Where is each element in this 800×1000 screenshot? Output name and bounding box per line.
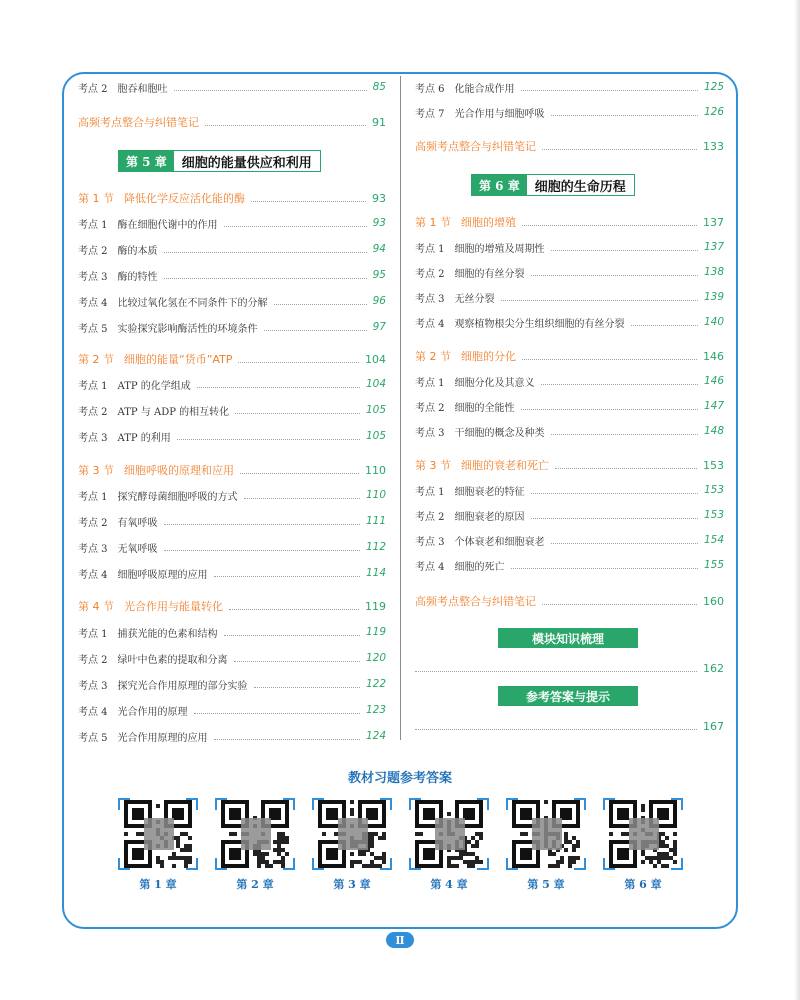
page-number: 105 [365,404,386,416]
entry-title: 细胞的死亡 [454,561,505,573]
entry-title: 实验探究影响酶活性的环境条件 [117,323,258,335]
section-title: 光合作用与能量转化 [124,600,223,613]
toc-entry[interactable] [78,77,386,97]
section-entry[interactable] [415,346,724,366]
section-number: 第 3 节 [78,464,114,477]
page-number: 148 [703,425,724,437]
toc-entry[interactable] [415,287,724,307]
kaodian-label: 考点 3 [78,543,108,555]
dot-leader [522,225,697,226]
dot-leader [522,359,697,360]
dot-leader [164,252,367,253]
entry-title: 细胞分化及其意义 [454,377,535,389]
qr-label: 第 2 章 [236,878,274,891]
kaodian-label: 考点 7 [415,108,445,120]
kaodian-label: 考点 2 [78,83,108,95]
section-number: 第 4 节 [78,600,114,613]
kaodian-label: 考点 1 [78,380,108,392]
entry-title: 高频考点整合与纠错笔记 [415,140,536,153]
entry-title: ATP 的利用 [117,432,171,444]
kaodian-label: 考点 3 [415,536,445,548]
dot-leader [244,498,360,499]
kaodian-label: 考点 2 [78,517,108,529]
entry-title: 细胞的增殖及周期性 [454,243,545,255]
page-number: 137 [703,215,724,229]
dot-leader [251,201,366,202]
page-number: 110 [365,489,386,501]
toc-entry[interactable] [78,374,386,394]
page-number: 105 [365,430,386,442]
page-number: 104 [365,378,386,390]
entry-title: 细胞衰老的特征 [454,486,525,498]
entry-title: 比较过氧化氢在不同条件下的分解 [117,297,268,309]
dot-leader [531,275,698,276]
dot-leader [531,518,698,519]
kaodian-label: 考点 4 [78,297,108,309]
toc-entry[interactable] [78,726,386,746]
entry-title: ATP 的化学组成 [117,380,191,392]
dot-leader [531,493,698,494]
qr-label: 第 5 章 [527,878,565,891]
dot-leader [542,149,697,150]
dot-leader [240,473,359,474]
page-number: 162 [703,661,724,675]
chapter-number: 第 6 章 [472,175,527,195]
dot-leader [415,671,697,672]
page-number: 111 [365,515,386,527]
entry-title: 观察植物根尖分生组织细胞的有丝分裂 [454,318,625,330]
dot-leader [511,568,698,569]
notes-entry[interactable] [415,136,724,156]
entry-title: 干细胞的概念及种类 [454,427,545,439]
toc-entry[interactable] [78,537,386,557]
kaodian-label: 考点 4 [415,561,445,573]
dot-leader [174,90,367,91]
toc-entry[interactable] [78,511,386,531]
dot-leader [234,661,360,662]
page-number: 112 [365,541,386,553]
answers-banner[interactable]: 参考答案与提示 [498,686,638,706]
dot-leader [501,300,698,301]
dot-leader [177,439,360,440]
entry-title: 酶在细胞代谢中的作用 [117,219,218,231]
toc-entry[interactable] [78,700,386,720]
notes-entry[interactable] [78,112,386,132]
page-number: 140 [703,316,724,328]
page-number: 119 [365,626,386,638]
section-title: 细胞的分化 [461,350,516,363]
toc-entry[interactable] [78,563,386,583]
dot-leader [164,278,367,279]
dot-leader [194,713,360,714]
kaodian-label: 考点 2 [415,268,445,280]
qr-code-chapter-1[interactable] [118,798,198,892]
dot-leader [164,524,360,525]
dot-leader [521,409,698,410]
page-number: 119 [365,599,386,613]
toc-entry[interactable] [415,421,724,441]
page-number: 126 [703,106,724,118]
page-number: 138 [703,266,724,278]
kaodian-label: 考点 6 [415,83,445,95]
dot-leader [551,434,698,435]
section-entry[interactable] [78,460,386,480]
dot-leader [631,325,698,326]
entry-title: 无丝分裂 [454,293,495,305]
entry-title: 光合作用原理的应用 [117,732,208,744]
dot-leader [415,729,697,730]
module-summary-entry[interactable] [415,658,724,678]
entry-title: 无氧呼吸 [117,543,158,555]
answers-entry[interactable] [415,716,724,736]
kaodian-label: 考点 1 [415,486,445,498]
section-title: 细胞的衰老和死亡 [461,459,549,472]
kaodian-label: 考点 2 [415,511,445,523]
entry-title: 细胞的全能性 [454,402,515,414]
toc-entry[interactable] [78,485,386,505]
dot-leader [214,739,360,740]
kaodian-label: 考点 3 [415,427,445,439]
chapter-6-heading[interactable] [471,174,635,196]
page-number: 94 [372,243,386,255]
kaodian-label: 考点 5 [78,732,108,744]
qr-code-chapter-3[interactable] [312,798,392,892]
kaodian-label: 考点 2 [415,402,445,414]
dot-leader [555,468,697,469]
page-number: 96 [372,295,386,307]
page-number: 85 [372,81,386,93]
section-title: 细胞的增殖 [461,216,516,229]
toc-entry[interactable] [78,622,386,642]
kaodian-label: 考点 2 [78,245,108,257]
page-number: 153 [703,484,724,496]
column-divider [400,76,401,740]
toc-entry[interactable] [415,312,724,332]
page-number: 153 [703,509,724,521]
page-number: 95 [372,269,386,281]
chapter-title: 细胞的能量供应和利用 [174,151,320,171]
page-number: 139 [703,291,724,303]
page-number: 104 [365,352,386,366]
page-number: 93 [372,217,386,229]
qr-label: 第 4 章 [430,878,468,891]
entry-title: 探究光合作用原理的部分实验 [117,680,248,692]
section-title: 细胞呼吸的原理和应用 [124,464,234,477]
page-number: 97 [372,321,386,333]
qr-code-icon [512,800,580,868]
entry-title: 酶的本质 [117,245,158,257]
section-title: 细胞的能量“货币”ATP [124,353,233,366]
page-number: 147 [703,400,724,412]
page-number: 155 [703,559,724,571]
page-edge-shadow [794,0,800,1000]
kaodian-label: 考点 3 [78,271,108,283]
page-number: 167 [703,719,724,733]
page-number: 110 [365,463,386,477]
page-number: 153 [703,458,724,472]
toc-entry[interactable] [78,400,386,420]
module-summary-banner[interactable]: 模块知识梳理 [498,628,638,648]
toc-entry[interactable] [78,648,386,668]
dot-leader [229,609,359,610]
kaodian-label: 考点 2 [78,406,108,418]
entry-title: 化能合成作用 [454,83,515,95]
page-number: 123 [365,704,386,716]
kaodian-label: 考点 1 [78,491,108,503]
dot-leader [274,304,367,305]
section-entry[interactable] [78,188,386,208]
dot-leader [264,330,367,331]
dot-leader [224,635,360,636]
dot-leader [521,90,698,91]
section-title: 降低化学反应活化能的酶 [124,192,245,205]
toc-entry[interactable] [415,262,724,282]
qr-code-chapter-4[interactable] [409,798,489,892]
kaodian-label: 考点 4 [78,569,108,581]
dot-leader [254,687,360,688]
page-number-badge: Ⅱ [386,932,414,948]
dot-leader [235,413,360,414]
entry-title: 细胞衰老的原因 [454,511,525,523]
toc-entry[interactable] [78,291,386,311]
kaodian-label: 考点 1 [78,219,108,231]
kaodian-label: 考点 3 [415,293,445,305]
toc-entry[interactable] [415,530,724,550]
qr-code-chapter-6[interactable] [603,798,683,892]
entry-title: 探究酵母菌细胞呼吸的方式 [117,491,238,503]
entry-title: 高频考点整合与纠错笔记 [415,595,536,608]
qr-code-icon [609,800,677,868]
toc-entry[interactable] [415,77,724,97]
kaodian-label: 考点 5 [78,323,108,335]
qr-code-chapter-5[interactable] [506,798,586,892]
toc-entry[interactable] [415,505,724,525]
toc-entry[interactable] [415,480,724,500]
qr-code-icon [318,800,386,868]
entry-title: 捕获光能的色素和结构 [117,628,218,640]
dot-leader [238,362,359,363]
kaodian-label: 考点 1 [415,243,445,255]
toc-entry[interactable] [78,426,386,446]
section-number: 第 1 节 [415,216,451,229]
dot-leader [551,115,698,116]
page-number: 125 [703,81,724,93]
entry-title: 胞吞和胞吐 [117,83,168,95]
entry-title: 光合作用的原理 [117,706,188,718]
notes-entry[interactable] [415,591,724,611]
page-number: 114 [365,567,386,579]
toc-entry[interactable] [415,237,724,257]
toc-entry[interactable] [78,239,386,259]
qr-code-icon [124,800,192,868]
dot-leader [205,125,366,126]
dot-leader [551,250,698,251]
toc-entry[interactable] [78,265,386,285]
toc-entry[interactable] [78,317,386,337]
qr-section-title: 教材习题参考答案 [347,771,452,786]
section-number: 第 3 节 [415,459,451,472]
page-number: 124 [365,730,386,742]
page-number: 160 [703,594,724,608]
kaodian-label: 考点 2 [78,654,108,666]
entry-title: 绿叶中色素的提取和分离 [117,654,228,666]
kaodian-label: 考点 4 [415,318,445,330]
section-number: 第 2 节 [78,353,114,366]
dot-leader [542,604,697,605]
qr-code-chapter-2[interactable] [215,798,295,892]
dot-leader [551,543,698,544]
page-number: 146 [703,375,724,387]
kaodian-label: 考点 1 [78,628,108,640]
page-number: 137 [703,241,724,253]
dot-leader [214,576,360,577]
toc-entry[interactable] [78,213,386,233]
section-entry[interactable] [415,455,724,475]
entry-title: 光合作用与细胞呼吸 [454,108,545,120]
page-number: 91 [372,115,386,129]
qr-label: 第 6 章 [624,878,662,891]
qr-code-icon [415,800,483,868]
section-entry[interactable] [78,596,386,616]
qr-label: 第 3 章 [333,878,371,891]
entry-title: 细胞呼吸原理的应用 [117,569,208,581]
page-number: 93 [372,191,386,205]
section-number: 第 1 节 [78,192,114,205]
entry-title: 个体衰老和细胞衰老 [454,536,545,548]
chapter-title: 细胞的生命历程 [527,175,634,195]
toc-entry[interactable] [78,674,386,694]
toc-entry[interactable] [415,396,724,416]
dot-leader [541,384,698,385]
page-number: 154 [703,534,724,546]
kaodian-label: 考点 1 [415,377,445,389]
entry-title: 酶的特性 [117,271,158,283]
kaodian-label: 考点 4 [78,706,108,718]
toc-entry[interactable] [415,555,724,575]
entry-title: ATP 与 ADP 的相互转化 [117,406,230,418]
chapter-number: 第 5 章 [119,151,174,171]
entry-title: 有氧呼吸 [117,517,158,529]
toc-entry[interactable] [415,102,724,122]
page-number: 120 [365,652,386,664]
qr-code-icon [221,800,289,868]
page-number: 122 [365,678,386,690]
toc-entry[interactable] [415,371,724,391]
entry-title: 细胞的有丝分裂 [454,268,525,280]
kaodian-label: 考点 3 [78,680,108,692]
entry-title: 高频考点整合与纠错笔记 [78,116,199,129]
section-number: 第 2 节 [415,350,451,363]
chapter-5-heading[interactable] [118,150,321,172]
kaodian-label: 考点 3 [78,432,108,444]
qr-label: 第 1 章 [139,878,177,891]
section-entry[interactable] [78,349,386,369]
dot-leader [164,550,360,551]
section-entry[interactable] [415,212,724,232]
page-number: 146 [703,349,724,363]
dot-leader [224,226,367,227]
dot-leader [197,387,360,388]
page-number: 133 [703,139,724,153]
